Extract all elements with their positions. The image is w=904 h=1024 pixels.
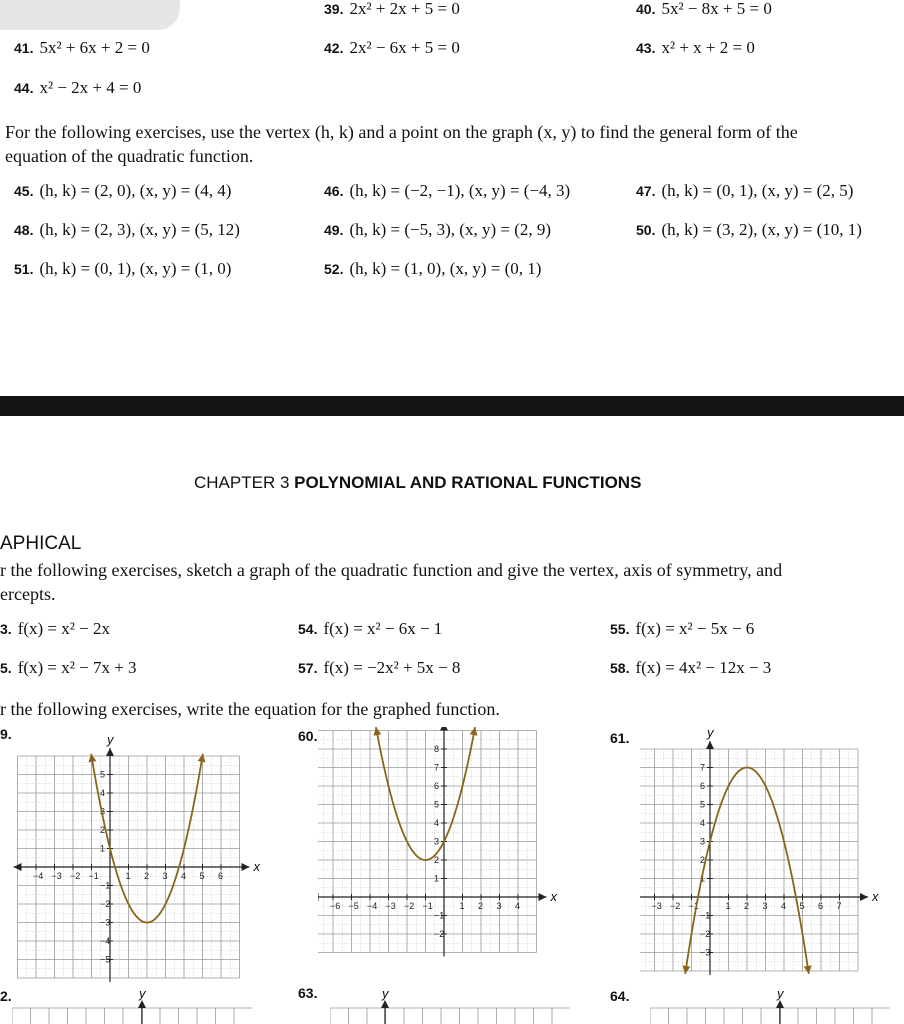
y-tick-label: 4 — [700, 818, 706, 828]
x-tick-label: 6 — [818, 901, 824, 911]
x-tick-label: 5 — [199, 871, 205, 881]
curve-arrow-start — [89, 754, 97, 763]
y-axis-arrow — [106, 748, 114, 756]
section-heading: APHICAL — [0, 533, 82, 554]
x-tick-label: 4 — [781, 901, 787, 911]
curve-arrow-end — [198, 754, 206, 763]
x-tick-label: −1 — [88, 871, 99, 881]
exercise-46: 46. (h, k) = (−2, −1), (x, y) = (−4, 3) — [324, 181, 571, 200]
x-tick-label: 7 — [836, 901, 842, 911]
y-axis-arrow — [776, 1000, 784, 1008]
x-tick-label: −1 — [422, 901, 433, 911]
graphical-instruction-line1: r the following exercises, sketch a graph of the quadratic function and give the vertex, axis of symmetry, and — [0, 560, 783, 580]
x-axis-arrow — [242, 863, 250, 871]
y-axis-arrow — [381, 1000, 389, 1008]
y-tick-label: 1 — [100, 843, 106, 854]
x-tick-label: −4 — [33, 871, 44, 881]
x-tick-label: −3 — [651, 901, 662, 911]
x-tick-label: 3 — [496, 901, 502, 911]
curve-arrow-end — [804, 965, 812, 974]
exercise-57: 57. f(x) = −2x² + 5x − 8 — [298, 658, 461, 677]
exercise-39: 39. 2x² + 2x + 5 = 0 — [324, 0, 460, 18]
y-tick-label: 4 — [100, 788, 106, 798]
page-counter-pill — [0, 0, 180, 30]
graph-63-partial — [330, 990, 570, 1024]
x-axis-label: x — [253, 859, 260, 874]
y-tick-label: −3 — [700, 947, 711, 958]
exercise-41: 41. 5x² + 6x + 2 = 0 — [14, 38, 150, 57]
graph-64-partial — [650, 990, 890, 1024]
y-tick-label: 7 — [700, 762, 706, 773]
y-tick-label: 6 — [434, 781, 440, 791]
y-axis-label: y — [707, 727, 714, 740]
graph-61 — [640, 727, 904, 985]
x-tick-label: 1 — [125, 871, 131, 881]
y-tick-label: −4 — [100, 936, 111, 946]
exercise-50: 50. (h, k) = (3, 2), (x, y) = (10, 1) — [636, 220, 862, 239]
y-tick-label: 5 — [434, 799, 440, 810]
y-tick-label: 3 — [700, 836, 706, 847]
exercise-44: 44. x² − 2x + 4 = 0 — [14, 78, 142, 97]
vertex-instruction-line2: equation of the quadratic function. — [5, 146, 254, 166]
exercise-45: 45. (h, k) = (2, 0), (x, y) = (4, 4) — [14, 181, 232, 200]
graph-60 — [318, 727, 580, 985]
exercise-52: 52. (h, k) = (1, 0), (x, y) = (0, 1) — [324, 259, 542, 278]
x-tick-label: 2 — [478, 901, 484, 911]
x-tick-label: 4 — [515, 901, 521, 911]
x-tick-label: −1 — [688, 901, 699, 911]
chapter-header: CHAPTER 3 POLYNOMIAL AND RATIONAL FUNCTIONS — [194, 473, 642, 492]
exercise-58: 58. f(x) = 4x² − 12x − 3 — [610, 658, 772, 677]
exercise-59-number: 9. — [0, 726, 12, 742]
graph-62-partial — [12, 990, 252, 1024]
y-axis-label: y — [382, 990, 389, 1001]
exercise-55: 55. f(x) = x² − 5x − 6 — [610, 619, 755, 638]
exercise-48: 48. (h, k) = (2, 3), (x, y) = (5, 12) — [14, 220, 240, 239]
y-tick-label: −2 — [434, 929, 445, 939]
y-axis-arrow — [440, 727, 448, 731]
x-tick-label: 5 — [799, 901, 805, 911]
exercise-53: 3. f(x) = x² − 2x — [0, 619, 110, 638]
x-tick-label: 4 — [181, 871, 187, 881]
x-tick-label: −6 — [330, 901, 341, 911]
y-tick-label: 5 — [100, 769, 106, 780]
y-tick-label: −2 — [700, 929, 711, 939]
x-axis-arrow-left — [318, 893, 319, 901]
y-tick-label: 7 — [434, 762, 440, 773]
y-tick-label: −3 — [100, 917, 111, 928]
curve-arrow-end — [470, 727, 478, 736]
x-tick-label: −2 — [670, 901, 681, 911]
y-axis-label: y — [139, 990, 146, 1001]
exercise-64-number: 64. — [610, 988, 630, 1004]
exercise-54: 54. f(x) = x² − 6x − 1 — [298, 619, 443, 638]
y-axis-label: y — [777, 990, 784, 1001]
y-tick-label: 2 — [100, 825, 106, 835]
x-tick-label: −2 — [404, 901, 415, 911]
x-tick-label: 3 — [762, 901, 768, 911]
y-axis-arrow — [138, 1000, 146, 1008]
y-tick-label: 1 — [700, 873, 706, 884]
y-axis-label: y — [107, 732, 114, 747]
y-tick-label: 6 — [700, 781, 706, 791]
x-tick-label: −5 — [348, 901, 359, 911]
curve-arrow-start — [682, 965, 690, 974]
y-tick-label: 3 — [434, 836, 440, 847]
x-tick-label: 6 — [218, 871, 224, 881]
y-tick-label: −1 — [700, 910, 711, 921]
x-tick-label: −3 — [51, 871, 62, 881]
page-divider-bar — [0, 396, 904, 416]
exercise-42: 42. 2x² − 6x + 5 = 0 — [324, 38, 460, 57]
x-axis-label: x — [872, 889, 879, 904]
graphical-instruction-line2: ercepts. — [0, 584, 56, 604]
write-equation-instruction: r the following exercises, write the equation for the graphed function. — [0, 699, 500, 719]
y-tick-label: 5 — [700, 799, 706, 810]
y-tick-label: 8 — [434, 744, 440, 754]
y-tick-label: −1 — [434, 910, 445, 921]
y-tick-label: −1 — [100, 880, 111, 891]
x-tick-label: 1 — [725, 901, 731, 911]
x-tick-label: 3 — [162, 871, 168, 881]
curve-arrow-start — [373, 727, 381, 736]
y-axis-arrow — [706, 741, 714, 749]
x-tick-label: 2 — [144, 871, 150, 881]
exercise-56: 5. f(x) = x² − 7x + 3 — [0, 658, 137, 677]
x-tick-label: −2 — [70, 871, 81, 881]
graph-59 — [0, 727, 270, 985]
x-tick-label: −4 — [367, 901, 378, 911]
x-tick-label: 1 — [459, 901, 465, 911]
exercise-51: 51. (h, k) = (0, 1), (x, y) = (1, 0) — [14, 259, 232, 278]
exercise-62-number: 2. — [0, 988, 12, 1004]
y-tick-label: 1 — [434, 873, 440, 884]
exercise-63-number: 63. — [298, 985, 318, 1001]
x-tick-label: −3 — [385, 901, 396, 911]
vertex-instruction-line1: For the following exercises, use the vertex (h, k) and a point on the graph (x, y) to find the general form of the — [5, 122, 798, 142]
exercise-60-number: 60. — [298, 728, 318, 744]
y-tick-label: 4 — [434, 818, 440, 828]
exercise-40: 40. 5x² − 8x + 5 = 0 — [636, 0, 772, 18]
x-axis-arrow — [539, 893, 547, 901]
y-tick-label: 2 — [700, 855, 706, 865]
x-axis-label: x — [550, 889, 557, 904]
exercise-61-number: 61. — [610, 730, 630, 746]
exercise-49: 49. (h, k) = (−5, 3), (x, y) = (2, 9) — [324, 220, 552, 239]
exercise-43: 43. x² + x + 2 = 0 — [636, 38, 755, 57]
y-tick-label: 3 — [100, 806, 106, 817]
x-tick-label: 2 — [744, 901, 750, 911]
x-axis-arrow — [860, 893, 868, 901]
y-tick-label: −5 — [100, 954, 111, 965]
exercise-47: 47. (h, k) = (0, 1), (x, y) = (2, 5) — [636, 181, 854, 200]
y-tick-label: −2 — [100, 899, 111, 909]
y-tick-label: 2 — [434, 855, 440, 865]
